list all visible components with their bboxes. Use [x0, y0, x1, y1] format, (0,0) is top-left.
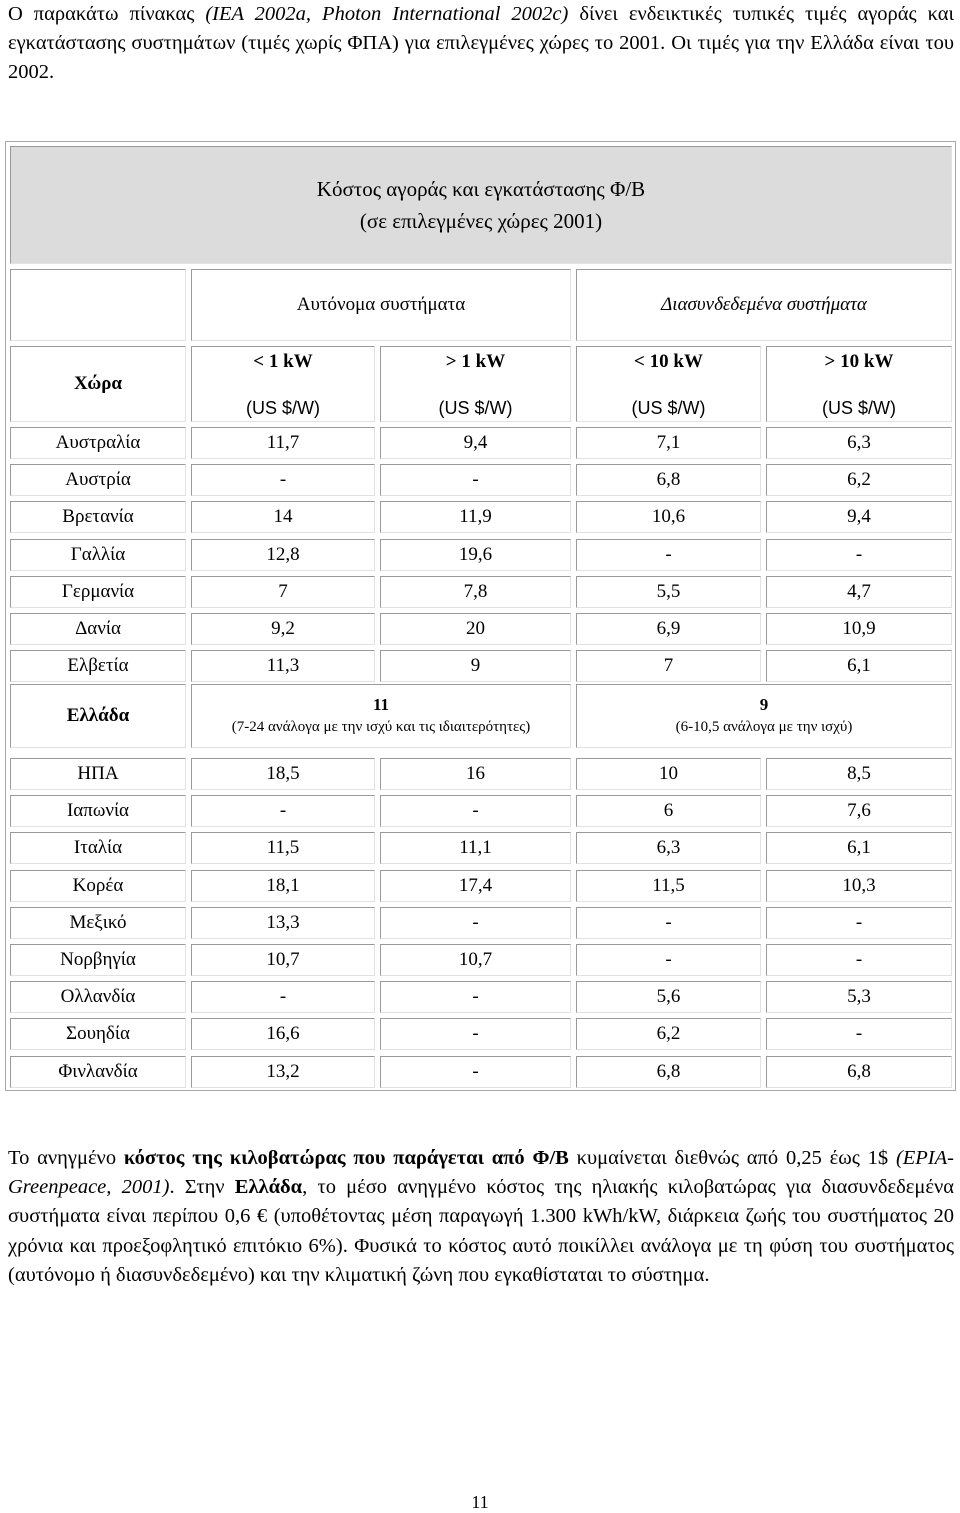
value-cell: 13,3: [191, 907, 375, 939]
value-cell: 7: [576, 650, 761, 682]
value-cell: -: [576, 907, 761, 939]
value-cell: -: [766, 907, 952, 939]
value-cell: 5,6: [576, 981, 761, 1013]
country-column-header: Χώρα: [10, 346, 186, 422]
value-cell: -: [191, 981, 375, 1013]
value-cell: -: [380, 464, 571, 496]
value-cell: -: [380, 907, 571, 939]
country-cell: Αυστρία: [10, 464, 186, 496]
intro-text-2: δίνει ενδεικτικές τυπικές τιμές αγοράς και εγκατάστασης συστημάτων (τιμές χωρίς ΦΠΑ) για επιλεγμένες χώρες το 2001. Οι τιμές για την Ελλάδα είναι του 2002.: [8, 3, 955, 83]
value-cell: -: [380, 1018, 571, 1050]
value-cell: 6,8: [576, 1056, 761, 1088]
value-cell: 11,3: [191, 650, 375, 682]
greece-grid-note: (6-10,5 ανάλογα με την ισχύ): [675, 719, 853, 735]
size-header-unit: (US $/W): [631, 398, 706, 418]
value-cell: 9,4: [766, 501, 952, 533]
value-cell: 14: [191, 501, 375, 533]
size-header-label: > 1 kW: [445, 351, 506, 372]
country-cell: Βρετανία: [10, 501, 186, 533]
country-cell: Κορέα: [10, 870, 186, 902]
value-cell: 11,9: [380, 501, 571, 533]
value-cell: 18,5: [191, 758, 375, 790]
value-cell: 6,1: [766, 650, 952, 682]
value-cell: 6: [576, 795, 761, 827]
value-cell: 20: [380, 613, 571, 645]
size-header-cell: [766, 346, 952, 422]
value-cell: 9,4: [380, 427, 571, 459]
value-cell: 5,3: [766, 981, 952, 1013]
value-cell: 9: [380, 650, 571, 682]
greece-country-cell: Ελλάδα: [10, 684, 186, 748]
greece-standalone-value: 11: [372, 695, 390, 714]
value-cell: -: [766, 1018, 952, 1050]
value-cell: 10,3: [766, 870, 952, 902]
value-cell: 11,7: [191, 427, 375, 459]
pv-cost-table: [5, 141, 956, 1091]
value-cell: 10: [576, 758, 761, 790]
value-cell: 5,5: [576, 576, 761, 608]
size-header-label: > 10 kW: [824, 351, 894, 372]
value-cell: 16: [380, 758, 571, 790]
size-header-label: < 1 kW: [253, 351, 313, 372]
value-cell: 4,7: [766, 576, 952, 608]
value-cell: 18,1: [191, 870, 375, 902]
country-cell: Φινλανδία: [10, 1056, 186, 1088]
value-cell: -: [191, 795, 375, 827]
intro-citation: (IEA 2002a, Photon International 2002c): [205, 3, 569, 25]
value-cell: -: [380, 1056, 571, 1088]
table-subtitle: (σε επιλεγμένες χώρες 2001): [359, 209, 603, 233]
value-cell: 6,3: [576, 832, 761, 864]
value-cell: -: [380, 795, 571, 827]
value-cell: 11,5: [576, 870, 761, 902]
value-cell: 6,2: [766, 464, 952, 496]
country-cell: Δανία: [10, 613, 186, 645]
value-cell: 6,2: [576, 1018, 761, 1050]
value-cell: 19,6: [380, 539, 571, 571]
country-cell: Μεξικό: [10, 907, 186, 939]
size-header-unit: (US $/W): [438, 398, 513, 418]
value-cell: 6,3: [766, 427, 952, 459]
country-cell: Ολλανδία: [10, 981, 186, 1013]
outro-citation: (EPIA-Greenpeace, 2001): [8, 1147, 954, 1199]
country-cell: ΗΠΑ: [10, 758, 186, 790]
intro-paragraph: [8, 0, 954, 87]
country-cell: Ελβετία: [10, 650, 186, 682]
country-cell: Νορβηγία: [10, 944, 186, 976]
value-cell: 6,9: [576, 613, 761, 645]
value-cell: 9,2: [191, 613, 375, 645]
country-cell: Ιαπωνία: [10, 795, 186, 827]
size-header-unit: (US $/W): [822, 398, 896, 418]
value-cell: 7,6: [766, 795, 952, 827]
value-cell: 10,7: [191, 944, 375, 976]
value-cell: 13,2: [191, 1056, 375, 1088]
value-cell: 16,6: [191, 1018, 375, 1050]
size-header-cell: [576, 346, 761, 422]
greece-standalone-note: (7-24 ανάλογα με την ισχύ και τις ιδιαιτερότητες): [231, 719, 531, 735]
table-title-cell: [10, 146, 952, 264]
intro-text-1: Ο παρακάτω πίνακας: [8, 3, 206, 25]
empty-header-cell: [10, 269, 186, 341]
outro-text-2: κυμαίνεται διεθνώς από 0,25 έως 1$: [568, 1147, 896, 1169]
value-cell: 7,8: [380, 576, 571, 608]
greece-grid-value: 9: [759, 695, 769, 714]
value-cell: -: [576, 944, 761, 976]
value-cell: 12,8: [191, 539, 375, 571]
outro-bold-1: κόστος της κιλοβατώρας που παράγεται από Φ/Β: [123, 1147, 569, 1169]
value-cell: 10,6: [576, 501, 761, 533]
value-cell: 6,8: [766, 1056, 952, 1088]
value-cell: 6,1: [766, 832, 952, 864]
greece-grid-cell: [576, 684, 952, 748]
value-cell: -: [576, 539, 761, 571]
outro-text-1: Το ανηγμένο: [8, 1147, 124, 1169]
value-cell: 8,5: [766, 758, 952, 790]
value-cell: -: [766, 539, 952, 571]
outro-text-3: . Στην: [169, 1176, 235, 1199]
size-header-cell: [191, 346, 375, 422]
country-cell: Σουηδία: [10, 1018, 186, 1050]
value-cell: -: [191, 464, 375, 496]
size-header-label: < 10 kW: [634, 351, 703, 372]
value-cell: 10,9: [766, 613, 952, 645]
outro-paragraph: [8, 1144, 954, 1290]
value-cell: 10,7: [380, 944, 571, 976]
country-cell: Γαλλία: [10, 539, 186, 571]
greece-standalone-cell: [191, 684, 571, 748]
value-cell: 11,1: [380, 832, 571, 864]
size-header-unit: (US $/W): [246, 398, 320, 418]
value-cell: -: [380, 981, 571, 1013]
value-cell: 6,8: [576, 464, 761, 496]
size-header-cell: [380, 346, 571, 422]
country-cell: Ιταλία: [10, 832, 186, 864]
value-cell: 11,5: [191, 832, 375, 864]
country-cell: Αυστραλία: [10, 427, 186, 459]
table-title: Κόστος αγοράς και εγκατάστασης Φ/Β: [316, 177, 646, 201]
country-cell: Γερμανία: [10, 576, 186, 608]
value-cell: -: [766, 944, 952, 976]
page-number: 11: [471, 1492, 489, 1512]
value-cell: 17,4: [380, 870, 571, 902]
outro-bold-2: Ελλάδα: [234, 1176, 303, 1199]
value-cell: 7,1: [576, 427, 761, 459]
outro-text-4: , το μέσο ανηγμένο κόστος της ηλιακής κιλοβατώρας για διασυνδεδεμένα συστήματα είναι περίπου 0,6 € (υποθέτοντας μέση παραγωγή 1.300 kWh/kW, διάρκεια ζωής του συστήματος 20 χρόνια και προεξοφλητικό επιτόκιο 6%). Φυσικά το κόστος αυτό ποικίλλει ανάλογα με τη φύση του συστήματος (αυτόνομο ή διασυνδεδεμένο) και την κλιματική ζώνη που εγκαθίσταται το σύστημα.: [8, 1176, 954, 1286]
group-grid-header: Διασυνδεδεμένα συστήματα: [576, 269, 952, 341]
value-cell: 7: [191, 576, 375, 608]
group-standalone-header: Αυτόνομα συστήματα: [191, 269, 571, 341]
